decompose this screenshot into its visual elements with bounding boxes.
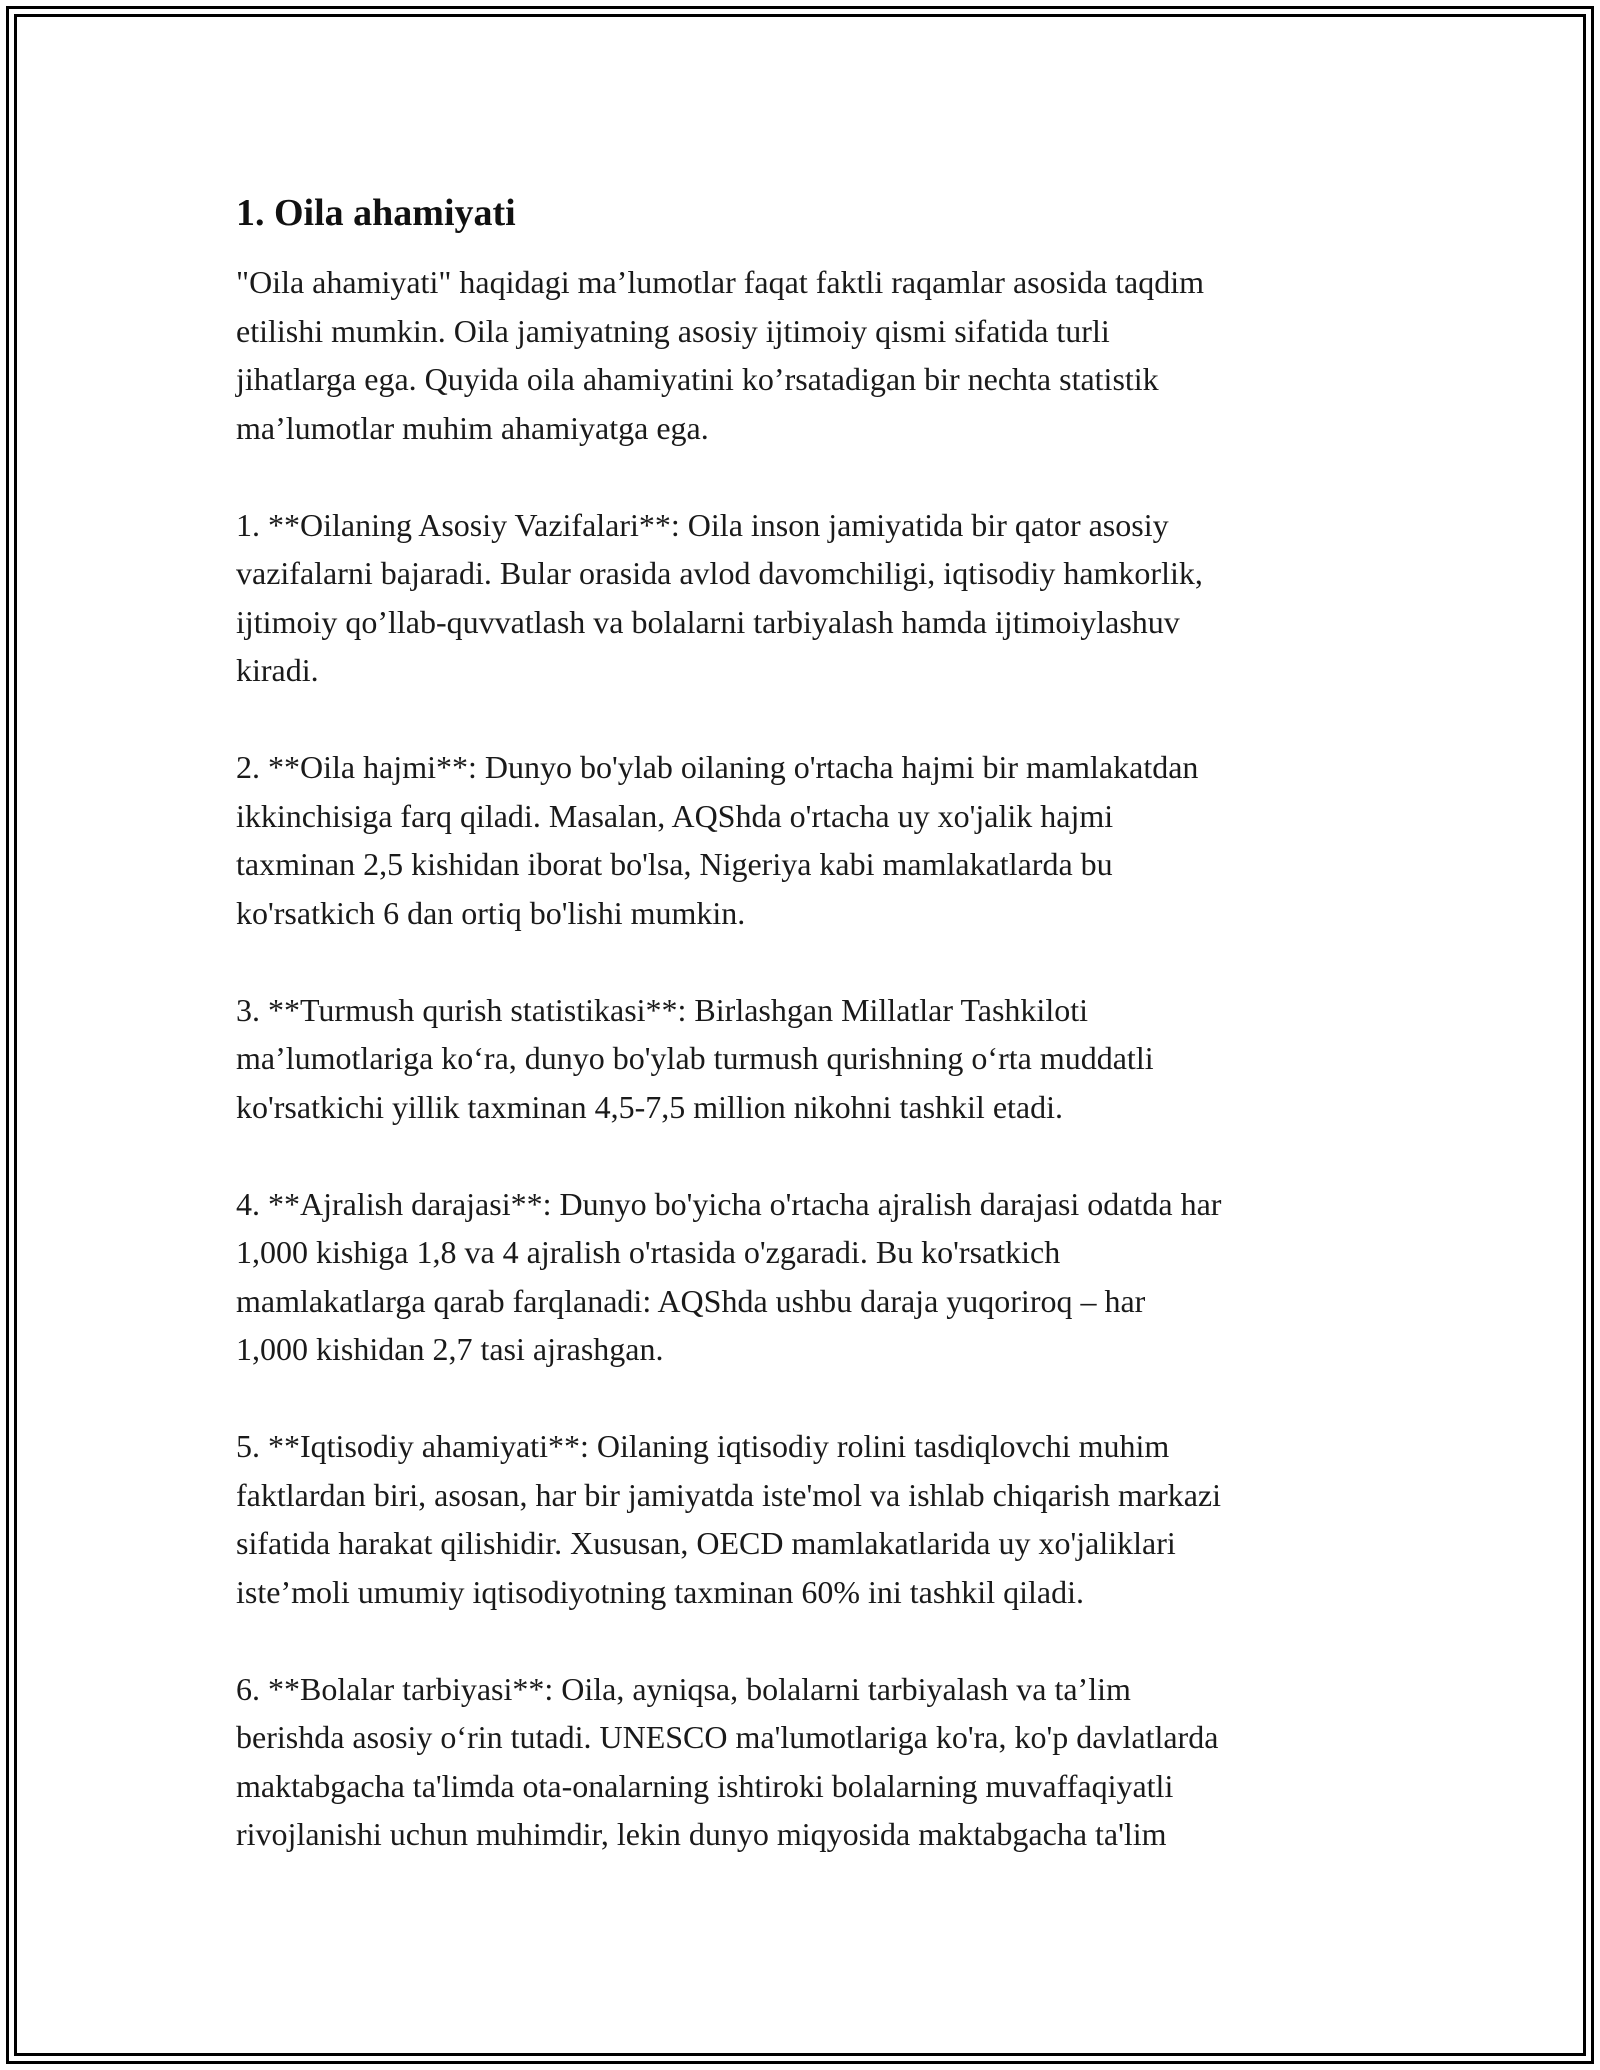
list-item-family-size: 2. **Oila hajmi**: Dunyo bo'ylab oilaning o'rtacha hajmi bir mamlakatdan ikkinchisiga farq qiladi. Masalan, AQShda o'rtacha uy xo'jalik hajmi taxminan 2,5 kishidan iborat bo'lsa, Nigeriya kabi mamlakatlarda bu ko'rsatkich 6 dan ortiq bo'lishi mumkin. (236, 749, 1199, 931)
document-body (236, 188, 1386, 1907)
list-item-marriage-statistics: 3. **Turmush qurish statistikasi**: Birlashgan Millatlar Tashkiloti ma’lumotlariga ko‘ra, dunyo bo'ylab turmush qurishning o‘rta muddatli ko'rsatkichi yillik taxminan 4,5-7,5 million nikohni tashkil etadi. (236, 991, 1154, 1125)
list-item-child-upbringing: 6. **Bolalar tarbiyasi**: Oila, ayniqsa, bolalarni tarbiyalash va ta’lim berishda asosiy o‘rin tutadi. UNESCO ma'lumotlariga ko'ra, ko'p davlatlarda maktabgacha ta'limda ota-onalarning ishtiroki bolalarning muvaffaqiyatli rivojlanishi uchun muhimdir, lekin dunyo miqyosida maktabgacha ta'lim (236, 1670, 1219, 1852)
list-item-family-functions: 1. **Oilaning Asosiy Vazifalari**: Oila inson jamiyatida bir qator asosiy vazifalarni bajaradi. Bular orasida avlod davomchiligi, iqtisodiy hamkorlik, ijtimoiy qo’llab-quvvatlash va bolalarni tarbiyalash hamda ijtimoiylashuv kiradi. (236, 506, 1203, 688)
list-item-divorce-rate: 4. **Ajralish darajasi**: Dunyo bo'yicha o'rtacha ajralish darajasi odatda har 1,000 kishiga 1,8 va 4 ajralish o'rtasida o'zgaradi. Bu ko'rsatkich mamlakatlarga qarab farqlanadi: AQShda ushbu daraja yuqoriroq – har 1,000 kishidan 2,7 tasi ajrashgan. (236, 1185, 1222, 1367)
intro-paragraph: "Oila ahamiyati" haqidagi ma’lumotlar faqat faktli raqamlar asosida taqdim etilishi mumkin. Oila jamiyatning asosiy ijtimoiy qismi sifatida turli jihatlarga ega. Quyida oila ahamiyatini ko’rsatadigan bir nechta statistik ma’lumotlar muhim ahamiyatga ega. (236, 264, 1205, 446)
list-item-economic-importance: 5. **Iqtisodiy ahamiyati**: Oilaning iqtisodiy rolini tasdiqlovchi muhim faktlardan biri, asosan, har bir jamiyatda iste'mol va ishlab chiqarish markazi sifatida harakat qilishidir. Xususan, OECD mamlakatlarida uy xo'jaliklari iste’moli umumiy iqtisodiyotning taxminan 60% ini tashkil qiladi. (236, 1428, 1221, 1610)
document-title: 1. Oila ahamiyati (236, 192, 516, 234)
